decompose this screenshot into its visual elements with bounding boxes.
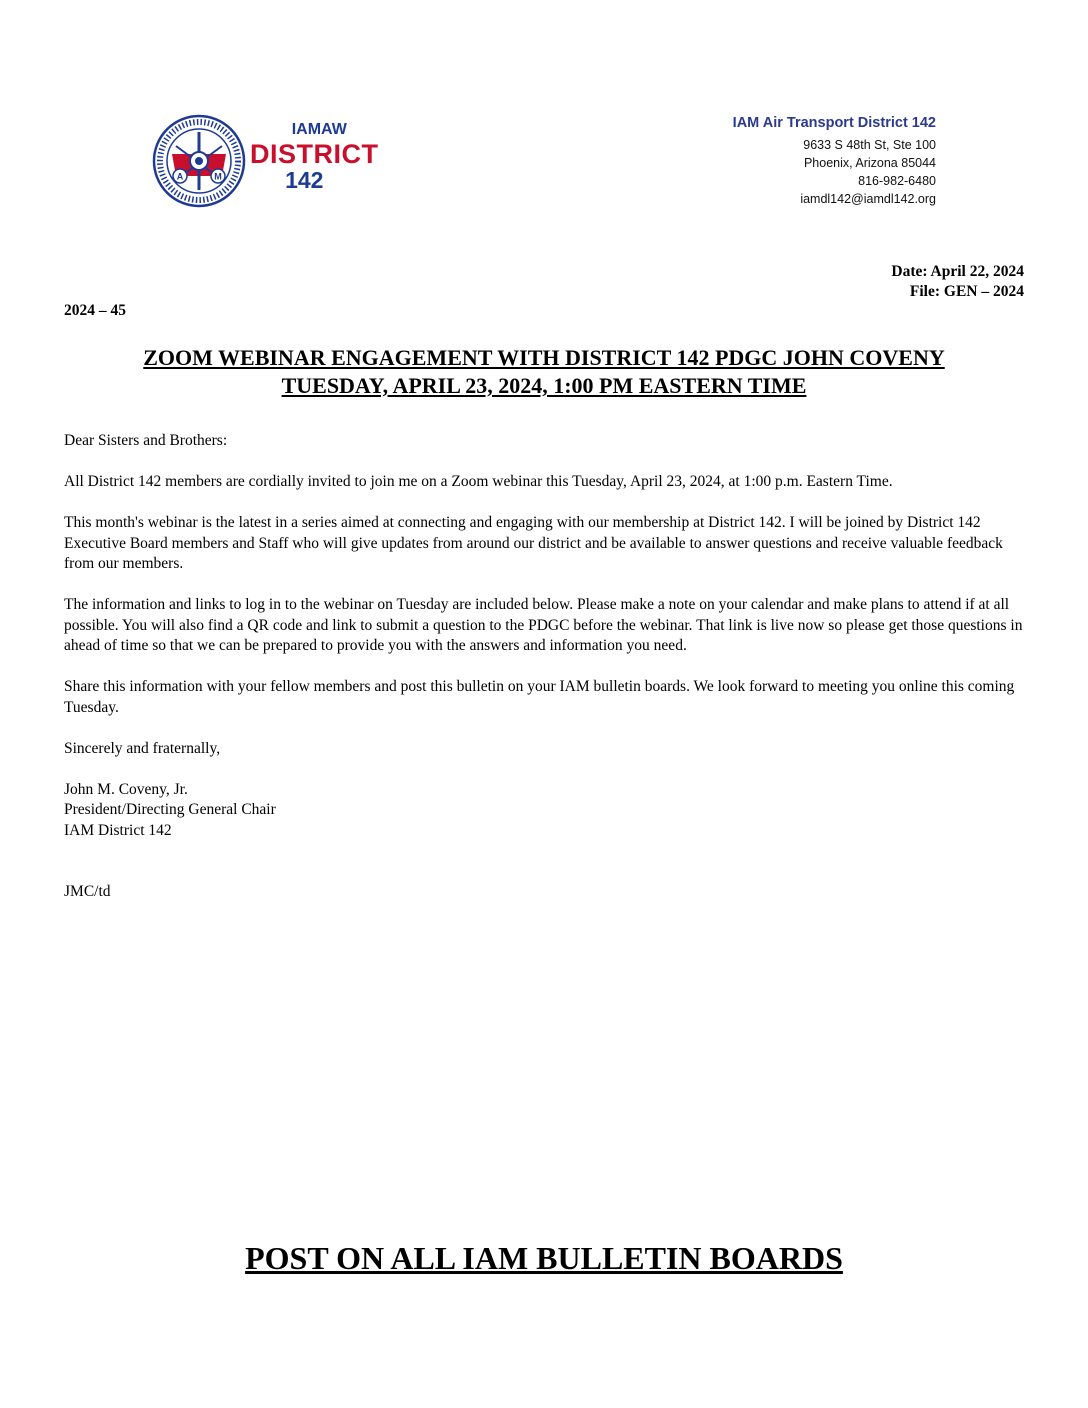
signature-block — [64, 780, 1028, 903]
logo-district: DISTRICT — [250, 139, 379, 169]
title-line-2: TUESDAY, APRIL 23, 2024, 1:00 PM EASTERN TIME — [281, 373, 807, 398]
org-address1: 9633 S 48th St, Ste 100 — [803, 138, 936, 152]
org-phone: 816-982-6480 — [858, 174, 936, 188]
iam-seal-icon — [152, 114, 246, 208]
logo-iamaw: IAMAW — [291, 121, 347, 138]
paragraph-4: Share this information with your fellow members and post this bulletin on your IAM bulletin boards. We look forward to meeting you online this coming Tuesday. — [64, 678, 1015, 716]
bulletin-number: 2024 – 45 — [64, 302, 126, 319]
paragraph-1: All District 142 members are cordially invited to join me on a Zoom webinar this Tuesday, April 23, 2024, at 1:00 p.m. Eastern Time. — [64, 473, 893, 490]
svg-text:A: A — [176, 171, 184, 182]
bulletin-title — [40, 344, 1048, 400]
svg-text:M: M — [214, 171, 222, 182]
closing: Sincerely and fraternally, — [64, 739, 221, 757]
signer-title: President/Directing General Chair — [64, 801, 276, 818]
typist-initials: JMC/td — [64, 883, 111, 900]
signer-name: John M. Coveny, Jr. — [64, 780, 188, 798]
org-email: iamdl142@iamdl142.org — [800, 192, 936, 206]
org-contact-block — [733, 115, 936, 208]
letter-body — [64, 431, 1028, 903]
file-line: File: GEN – 2024 — [909, 283, 1024, 300]
title-line-1: ZOOM WEBINAR ENGAGEMENT WITH DISTRICT 142 PDGC JOHN COVENY — [143, 345, 945, 370]
date-line: Date: April 22, 2024 — [891, 263, 1024, 280]
paragraph-2: This month's webinar is the latest in a series aimed at connecting and engaging with our membership at District 142. I will be joined by District 142 Executive Board members and Staff who will give updates from around our district and be available to answer questions and receive valuable feedback from our members. — [64, 514, 1003, 572]
signer-org: IAM District 142 — [64, 821, 172, 839]
org-address2: Phoenix, Arizona 85044 — [803, 156, 936, 170]
logo-142: 142 — [285, 167, 324, 193]
salutation: Dear Sisters and Brothers: — [64, 432, 228, 449]
paragraph-3: The information and links to log in to the webinar on Tuesday are included below. Please make a note on your calendar and make plans to attend if at all possible. You will also find a QR code and link to submit a question to the PDGC before the webinar. That link is live now so please get those questions in ahead of time so that we can be prepared to provide you with the answers and information you need. — [64, 596, 1023, 654]
iamaw-district-142-logo — [152, 114, 384, 210]
post-notice: POST ON ALL IAM BULLETIN BOARDS — [245, 1240, 843, 1276]
date-file-block — [891, 262, 1024, 302]
org-name: IAM Air Transport District 142 — [732, 115, 936, 131]
